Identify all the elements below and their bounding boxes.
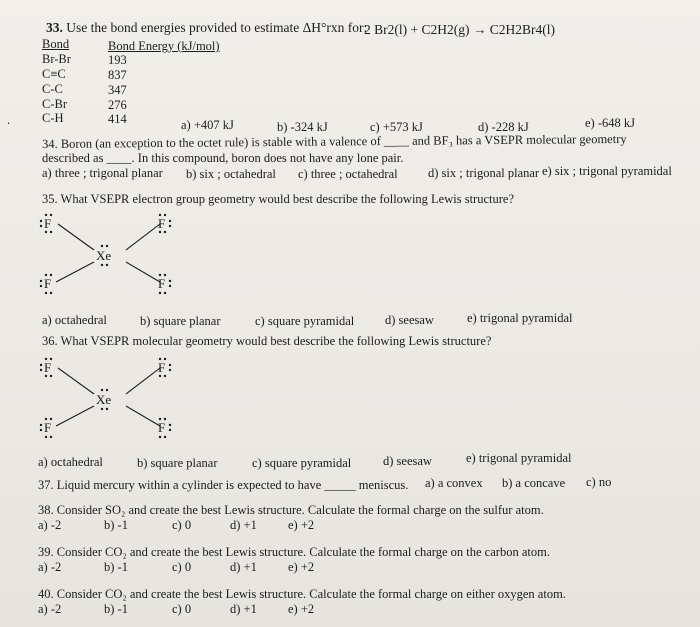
q36-atom-f4: F — [158, 420, 166, 435]
q33-number: 33. — [46, 20, 63, 35]
q40-stem: 40. Consider CO₂ and create the best Lewis structure. Calculate the formal charge on either oxygen atom. — [38, 587, 566, 601]
q36-option-e[interactable]: e) trigonal pyramidal — [466, 451, 572, 465]
q33-reaction: 2 Br2(l) + C2H2(g) → C2H2Br4(l) — [364, 22, 555, 37]
q38-option-d[interactable]: d) +1 — [230, 518, 257, 532]
q40-option-e[interactable]: e) +2 — [288, 602, 315, 616]
q33-energy-row-1: 837 — [108, 68, 127, 82]
q35-bond-top-left — [58, 224, 94, 250]
q35-option-e[interactable]: e) trigonal pyramidal — [467, 311, 573, 325]
q37-option-b[interactable]: b) a concave — [502, 476, 566, 490]
q35-lewis-structure — [28, 212, 198, 302]
q36-bond-bottom-left — [56, 406, 94, 426]
q33-table-header-energy: Bond Energy (kJ/mol) — [108, 39, 220, 53]
q35-atom-f3: F — [44, 276, 52, 291]
q39-stem: 39. Consider CO₂ and create the best Lewis structure. Calculate the formal charge on the carbon atom. — [38, 545, 550, 559]
q36-bond-top-left — [58, 368, 94, 394]
q39-option-a[interactable]: a) -2 — [38, 560, 62, 574]
q37-stem: 37. Liquid mercury within a cylinder is expected to have _____ meniscus. — [38, 478, 409, 492]
q36-atom-f2: F — [158, 360, 166, 375]
q33-table-header-bond: Bond — [42, 37, 70, 51]
q38-option-a[interactable]: a) -2 — [38, 518, 62, 532]
q35-option-c[interactable]: c) square pyramidal — [255, 314, 355, 328]
q36-option-b[interactable]: b) square planar — [137, 456, 218, 470]
q36-bond-top-right — [126, 368, 160, 394]
q35-option-a[interactable]: a) octahedral — [42, 313, 107, 327]
q33-bond-row-4: C-H — [42, 111, 64, 125]
q33-option-e[interactable]: e) -648 kJ — [585, 116, 635, 130]
q34-option-b[interactable]: b) six ; octahedral — [186, 167, 276, 181]
q40-option-b[interactable]: b) -1 — [104, 602, 128, 616]
q36-option-a[interactable]: a) octahedral — [38, 455, 103, 469]
q35-atom-f4: F — [158, 276, 166, 291]
q34-line2: described as ____. In this compound, boron does not have any lone pair. — [42, 151, 404, 165]
q33-energy-row-2: 347 — [108, 83, 127, 97]
q36-atom-f3: F — [44, 420, 52, 435]
q34-option-c[interactable]: c) three ; octahedral — [298, 167, 398, 181]
q33-bond-row-3: C-Br — [42, 97, 67, 111]
q35-option-b[interactable]: b) square planar — [140, 314, 221, 328]
q34-option-e[interactable]: e) six ; trigonal pyramidal — [542, 164, 672, 178]
q36-option-c[interactable]: c) square pyramidal — [252, 456, 352, 470]
q39-option-c[interactable]: c) 0 — [172, 560, 192, 574]
q35-atom-f2: F — [158, 216, 166, 231]
q33-option-c[interactable]: c) +573 kJ — [370, 120, 423, 134]
q33-bond-row-2: C-C — [42, 82, 63, 96]
q38-stem: 38. Consider SO₂ and create the best Lewis structure. Calculate the formal charge on the sulfur atom. — [38, 503, 544, 517]
q37-option-a[interactable]: a) a convex — [425, 476, 483, 490]
q35-bond-bottom-left — [56, 262, 94, 282]
q33-energy-row-3: 276 — [108, 98, 127, 112]
q39-option-d[interactable]: d) +1 — [230, 560, 257, 574]
margin-mark: . — [7, 113, 11, 127]
q38-option-e[interactable]: e) +2 — [288, 518, 315, 532]
q35-bond-top-right — [126, 224, 160, 250]
q33-bond-row-1: C≡C — [42, 67, 66, 81]
q38-option-c[interactable]: c) 0 — [172, 518, 192, 532]
q40-option-d[interactable]: d) +1 — [230, 602, 257, 616]
q35-option-d[interactable]: d) seesaw — [385, 313, 434, 327]
q40-option-a[interactable]: a) -2 — [38, 602, 62, 616]
q33-energy-row-4: 414 — [108, 112, 127, 126]
q33-option-b[interactable]: b) -324 kJ — [277, 120, 328, 134]
q37-option-c[interactable]: c) no — [586, 475, 612, 489]
q33-option-a[interactable]: a) +407 kJ — [181, 118, 234, 132]
q36-option-d[interactable]: d) seesaw — [383, 454, 432, 468]
q36-stem: 36. What VSEPR molecular geometry would best describe the following Lewis structure? — [42, 334, 492, 348]
q36-lewis-structure — [28, 356, 198, 446]
q35-atom-xe: Xe — [96, 248, 112, 263]
q34-line1: 34. Boron (an exception to the octet rule) is stable with a valence of ____ and BF₃ has a VSEPR molecular geometry — [42, 131, 627, 151]
q35-stem: 35. What VSEPR electron group geometry would best describe the following Lewis structure? — [42, 192, 515, 206]
q33-stem-text: Use the bond energies provided to estimate ΔH°rxn for: — [66, 20, 368, 35]
q33-option-d[interactable]: d) -228 kJ — [478, 120, 529, 134]
q40-option-c[interactable]: c) 0 — [172, 602, 192, 616]
q36-atom-xe: Xe — [96, 392, 112, 407]
q36-atom-f1: F — [44, 360, 52, 375]
q39-option-b[interactable]: b) -1 — [104, 560, 128, 574]
q36-bond-bottom-right — [126, 406, 160, 426]
q34-option-d[interactable]: d) six ; trigonal planar — [428, 166, 540, 180]
q39-option-e[interactable]: e) +2 — [288, 560, 315, 574]
q35-bond-bottom-right — [126, 262, 160, 282]
q33-stem — [46, 20, 367, 36]
q38-option-b[interactable]: b) -1 — [104, 518, 128, 532]
q34-option-a[interactable]: a) three ; trigonal planar — [42, 166, 163, 180]
q33-energy-row-0: 193 — [108, 53, 127, 67]
q33-bond-row-0: Br-Br — [42, 52, 71, 66]
q35-atom-f1: F — [44, 216, 52, 231]
